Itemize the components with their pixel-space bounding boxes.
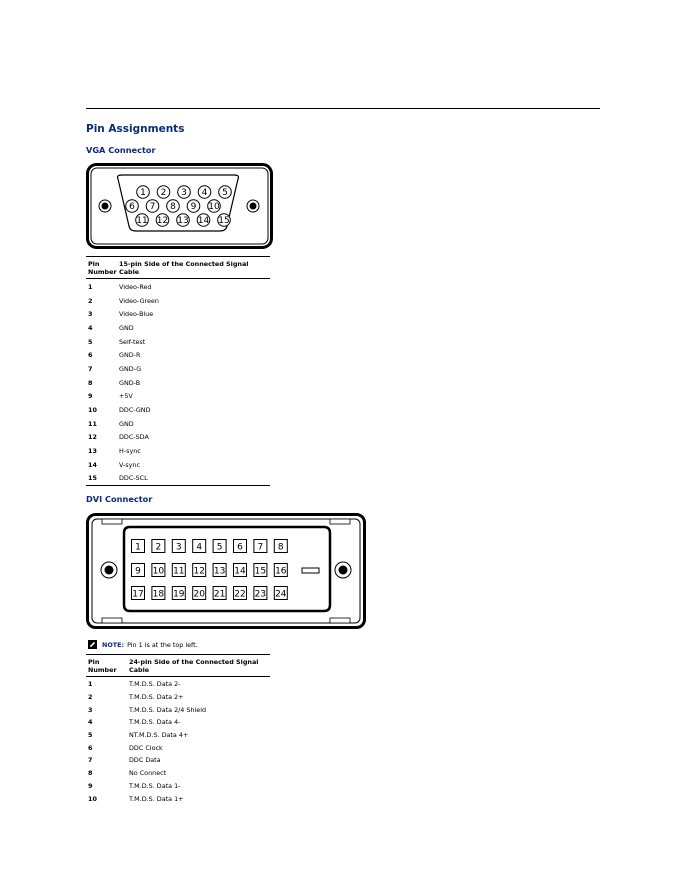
dvi-pin: [152, 564, 165, 577]
dvi-pin: [172, 540, 185, 553]
dvi-pin-number: 10: [88, 794, 97, 803]
dvi-pin-label: 18: [152, 589, 165, 600]
vga-pin: [167, 200, 180, 213]
dvi-pin-label: 19: [173, 589, 185, 600]
vga-pin-label: 2: [160, 188, 167, 199]
dvi-pin-label: 16: [275, 566, 287, 577]
dvi-pin: [274, 587, 287, 600]
dvi-pin-signal: T.M.D.S. Data 1-: [129, 781, 181, 790]
dvi-header-pin: Pin Number: [88, 658, 117, 674]
dvi-pin: [234, 540, 247, 553]
vga-table-row: [86, 280, 270, 294]
dvi-table-row: [86, 792, 270, 805]
dvi-pin-signal: DDC Data: [129, 756, 161, 765]
page-title: Pin Assignments: [86, 123, 185, 135]
dvi-pin-number: 1: [88, 680, 93, 689]
dvi-pin-label: 3: [175, 542, 182, 553]
vga-table-row: [86, 431, 270, 445]
vga-pin-number: 8: [88, 378, 93, 387]
vga-pin: [156, 214, 169, 227]
dvi-pin: [152, 540, 165, 553]
dvi-pin-number: 6: [88, 743, 93, 752]
vga-pin-label: 9: [190, 202, 197, 213]
dvi-pin: [254, 564, 267, 577]
dvi-pin: [274, 540, 287, 553]
dvi-pin: [193, 564, 206, 577]
dvi-pin: [234, 564, 247, 577]
vga-table-row: [86, 390, 270, 404]
vga-pin-number: 13: [88, 447, 97, 456]
dvi-pin-label: 11: [173, 566, 185, 577]
vga-pin-signal: H-sync: [119, 447, 141, 456]
dvi-pin-label: 21: [213, 589, 226, 600]
vga-pin-number: 12: [88, 433, 97, 442]
dvi-pin-label: 8: [277, 542, 284, 553]
dvi-pin: [213, 587, 226, 600]
dvi-pin-label: 7: [257, 542, 264, 553]
dvi-pin: [274, 564, 287, 577]
vga-header-desc: 15-pin Side of the Connected Signal Cable: [119, 260, 249, 276]
dvi-table-row: [86, 754, 270, 767]
vga-pin-number: 4: [88, 323, 93, 332]
dvi-table-row: [86, 767, 270, 780]
vga-pin: [187, 200, 200, 213]
vga-pin-number: 9: [88, 392, 93, 401]
vga-pin-signal: GND: [119, 419, 134, 428]
vga-header-pin: Pin Number: [88, 260, 117, 276]
vga-table-row: [86, 417, 270, 431]
dvi-pin-label: 14: [234, 566, 246, 577]
dvi-pin: [213, 540, 226, 553]
dvi-pin: [172, 587, 185, 600]
dvi-pin-label: 5: [216, 542, 223, 553]
dvi-pin-label: 1: [135, 542, 141, 553]
vga-table-row: [86, 444, 270, 458]
vga-pin: [218, 214, 231, 227]
dvi-pin: [132, 587, 145, 600]
dvi-pin: [234, 587, 247, 600]
dvi-pin-signal: T.M.D.S. Data 4-: [129, 718, 181, 727]
vga-pin-signal: DDC-SCL: [119, 474, 148, 483]
dvi-pin: [213, 564, 226, 577]
dvi-pin-number: 2: [88, 693, 93, 702]
vga-pin-label: 14: [197, 216, 210, 227]
vga-pin-number: 3: [88, 310, 93, 319]
dvi-pin-label: 13: [213, 566, 226, 577]
vga-connector-diagram: [86, 163, 273, 249]
vga-table-row: [86, 294, 270, 308]
vga-pin-label: 5: [222, 188, 228, 199]
dvi-pin-label: 24: [275, 589, 287, 600]
vga-pin: [177, 214, 190, 227]
dvi-pin-label: 10: [152, 566, 165, 577]
dvi-pin-signal: DDC Clock: [129, 743, 163, 752]
dvi-pin-label: 23: [254, 589, 267, 600]
vga-pin-table: [86, 256, 270, 486]
vga-pin-number: 6: [88, 351, 93, 360]
vga-pin-signal: DDC-GND: [119, 406, 151, 415]
dvi-pin: [193, 540, 206, 553]
vga-pin-number: 2: [88, 296, 93, 305]
vga-pin-number: 10: [88, 406, 97, 415]
vga-pin-number: 14: [88, 460, 97, 469]
vga-pin: [157, 186, 170, 199]
dvi-table-row: [86, 703, 270, 716]
vga-pin-label: 11: [136, 216, 148, 227]
vga-pin-label: 10: [208, 202, 220, 213]
dvi-mount-hole-left: [101, 562, 117, 578]
dvi-pin-label: 12: [193, 566, 205, 577]
dvi-pin-label: 15: [254, 566, 267, 577]
vga-pin-number: 7: [88, 364, 93, 373]
vga-pin-label: 4: [201, 188, 208, 199]
vga-mount-hole-right: [247, 200, 259, 212]
dvi-table-header: [86, 654, 270, 677]
vga-pin-label: 6: [129, 202, 135, 213]
top-rule: [86, 108, 600, 109]
vga-pin: [136, 214, 149, 227]
vga-pin-signal: Self-test: [119, 337, 146, 346]
dvi-connector-diagram: [86, 513, 366, 629]
vga-table-row: [86, 376, 270, 390]
vga-pin: [208, 200, 221, 213]
vga-pin-label: 1: [140, 188, 146, 199]
vga-pin-signal: +5V: [119, 392, 133, 401]
note-pencil-icon: [88, 640, 97, 649]
vga-table-header: [86, 256, 270, 279]
vga-heading: VGA Connector: [86, 145, 156, 155]
vga-pin: [197, 214, 210, 227]
dvi-pin-table: [86, 654, 270, 805]
dvi-pin-signal: NT.M.D.S. Data 4+: [129, 731, 189, 740]
vga-pin-number: 1: [88, 282, 93, 291]
vga-pin-signal: Video-Red: [119, 282, 152, 291]
vga-pin: [126, 200, 139, 213]
dvi-pin-number: 4: [88, 718, 93, 727]
dvi-pin-label: 22: [234, 589, 246, 600]
dvi-pin-signal: T.M.D.S. Data 1+: [129, 794, 184, 803]
note-text: Pin 1 is at the top left.: [127, 640, 198, 649]
vga-pin-signal: GND: [119, 323, 134, 332]
dvi-table-row: [86, 716, 270, 729]
vga-pin: [146, 200, 159, 213]
vga-pin: [198, 186, 211, 199]
dvi-heading: DVI Connector: [86, 494, 153, 504]
dvi-pin-label: 6: [237, 542, 243, 553]
dvi-pin-label: 2: [155, 542, 162, 553]
vga-table-row: [86, 348, 270, 362]
vga-mount-hole-left: [99, 200, 111, 212]
vga-pin-signal: DDC-SDA: [119, 433, 149, 442]
vga-pin-label: 7: [149, 202, 156, 213]
dvi-flat-blade: [302, 568, 319, 573]
vga-table-row: [86, 335, 270, 349]
dvi-pin: [193, 587, 206, 600]
dvi-mount-hole-right: [335, 562, 351, 578]
vga-table-row: [86, 321, 270, 335]
dvi-pin: [172, 564, 185, 577]
dvi-pin-label: 17: [132, 589, 144, 600]
vga-pin-label: 15: [218, 216, 230, 227]
vga-pin-label: 8: [170, 202, 176, 213]
vga-table-row: [86, 458, 270, 472]
vga-pin-number: 15: [88, 474, 97, 483]
note-label: NOTE:: [102, 640, 125, 649]
vga-table-row: [86, 307, 270, 321]
vga-pin-label: 13: [177, 216, 189, 227]
dvi-table-row: [86, 691, 270, 704]
dvi-pin-signal: T.M.D.S. Data 2/4 Shield: [129, 705, 207, 714]
vga-pin: [219, 186, 232, 199]
vga-pin-label: 3: [181, 188, 187, 199]
vga-pin-number: 5: [88, 337, 93, 346]
vga-pin: [137, 186, 150, 199]
dvi-pin-number: 3: [88, 705, 93, 714]
dvi-table-row: [86, 741, 270, 754]
dvi-table-row: [86, 780, 270, 793]
dvi-pin: [152, 587, 165, 600]
vga-pin-signal: GND-B: [119, 378, 141, 387]
dvi-pin-number: 9: [88, 781, 93, 790]
vga-pin-signal: V-sync: [119, 460, 140, 469]
dvi-note: [88, 640, 198, 649]
dvi-table-row: [86, 729, 270, 742]
dvi-pin-signal: No Connect: [129, 769, 167, 778]
vga-table-row: [86, 403, 270, 417]
dvi-pin: [132, 540, 145, 553]
vga-table-row: [86, 472, 270, 486]
dvi-header-desc: 24-pin Side of the Connected Signal Cable: [129, 658, 259, 674]
dvi-table-row: [86, 678, 270, 691]
vga-pin-label: 12: [156, 216, 169, 227]
vga-pin-signal: Video-Green: [119, 296, 159, 305]
dvi-pin-signal: T.M.D.S. Data 2+: [129, 693, 184, 702]
vga-pin-signal: GND-R: [119, 351, 141, 360]
dvi-pin-signal: T.M.D.S. Data 2-: [129, 680, 181, 689]
vga-table-row: [86, 362, 270, 376]
dvi-pin: [132, 564, 145, 577]
dvi-pin-number: 5: [88, 731, 93, 740]
vga-pin-signal: Video-Blue: [119, 310, 154, 319]
vga-pin-number: 11: [88, 419, 97, 428]
vga-pin: [178, 186, 191, 199]
dvi-pin: [254, 587, 267, 600]
dvi-pin-label: 4: [196, 542, 203, 553]
dvi-pin-label: 20: [193, 589, 205, 600]
dvi-pin: [254, 540, 267, 553]
dvi-pin-label: 9: [135, 566, 141, 577]
dvi-pin-number: 7: [88, 756, 93, 765]
vga-pin-signal: GND-G: [119, 364, 142, 373]
dvi-pin-number: 8: [88, 769, 93, 778]
